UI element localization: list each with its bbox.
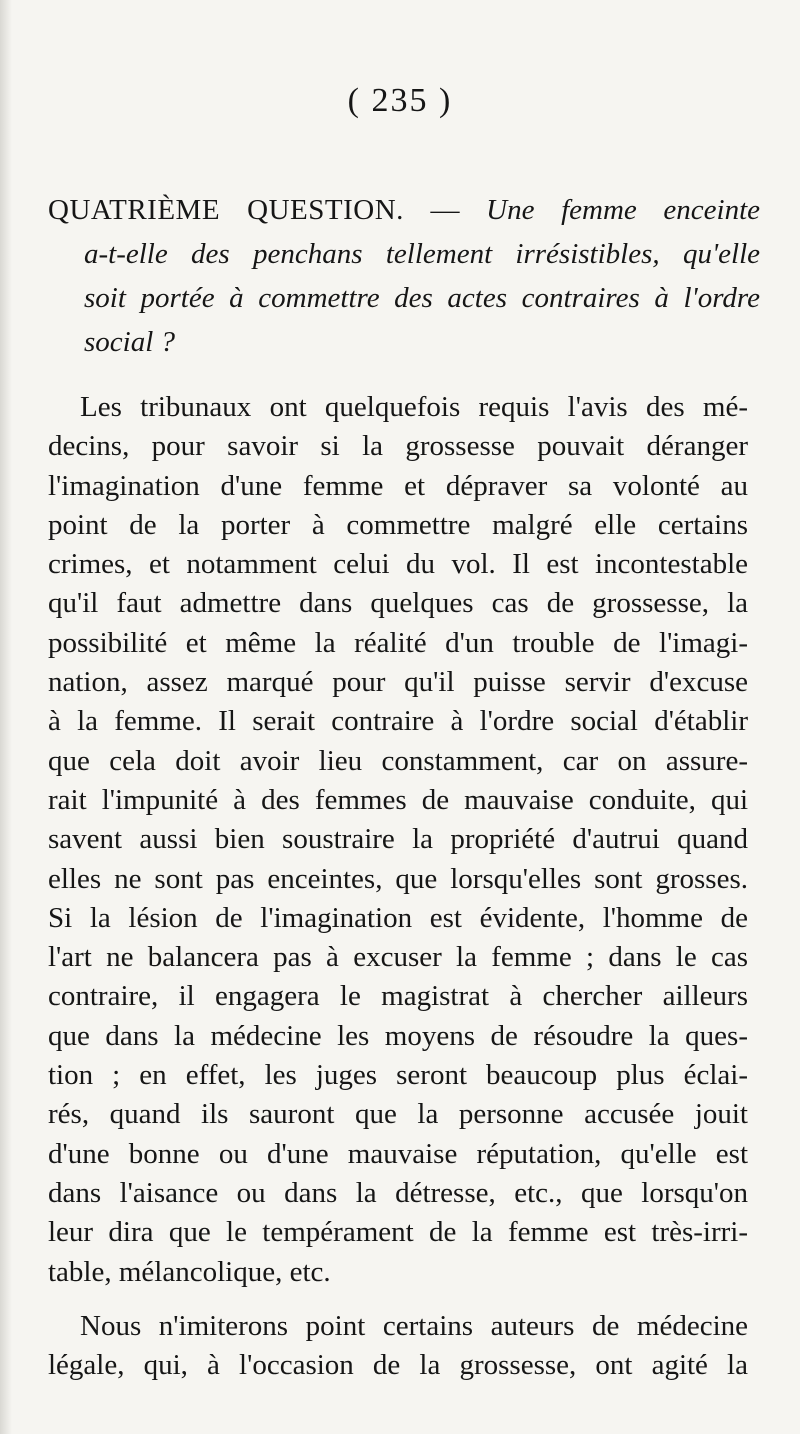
- page-number: ( 235 ): [347, 82, 453, 119]
- text-line: Les tribunaux ont quelquefois requis l'avis des mé-: [80, 391, 748, 423]
- text-line: rait l'impunité à des femmes de mauvaise conduite, qui: [48, 783, 748, 816]
- text-line: leur dira que le tempérament de la femme est très-irri-: [48, 1216, 748, 1249]
- text-line: decins, pour savoir si la grossesse pouvait déranger: [48, 430, 748, 463]
- question-heading: [48, 188, 760, 364]
- text-line: Nous n'imiterons point certains auteurs de médecine: [80, 1310, 748, 1342]
- heading-question-text: Une femme enceinte: [486, 194, 761, 226]
- text-line: tion ; en effet, les juges seront beaucoup plus éclai-: [48, 1059, 748, 1092]
- text-line: que cela doit avoir lieu constamment, car on assure-: [48, 744, 748, 777]
- text-line: l'imagination d'une femme et dépraver sa volonté au: [48, 469, 748, 502]
- text-line: d'une bonne ou d'une mauvaise réputation, qu'elle est: [48, 1137, 748, 1170]
- text-line: qu'il faut admettre dans quelques cas de grossesse, la: [48, 587, 748, 620]
- page-edge-shadow: [0, 0, 12, 1434]
- text-line: que dans la médecine les moyens de résoudre la ques-: [48, 1019, 748, 1052]
- text-line: à la femme. Il serait contraire à l'ordre social d'établir: [48, 705, 748, 738]
- text-line: légale, qui, à l'occasion de la grossesse, ont agité la: [48, 1349, 748, 1382]
- paragraph-2: [48, 1307, 748, 1386]
- text-line: table, mélancolique, etc.: [48, 1255, 331, 1288]
- heading-dash: —: [403, 194, 487, 226]
- text-line: nation, assez marqué pour qu'il puisse servir d'excuse: [48, 666, 748, 699]
- heading-question-text: soit portée à commettre des actes contraires à l'ordre: [84, 282, 760, 314]
- text-line: dans l'aisance ou dans la détresse, etc., que lorsqu'on: [48, 1176, 748, 1209]
- text-line: contraire, il engagera le magistrat à chercher ailleurs: [48, 980, 748, 1013]
- heading-label: QUATRIÈME QUESTION.: [48, 194, 404, 226]
- heading-question-text: social ?: [84, 326, 176, 358]
- text-line: rés, quand ils sauront que la personne accusée jouit: [48, 1098, 748, 1131]
- text-line: point de la porter à commettre malgré elle certains: [48, 508, 748, 541]
- text-line: elles ne sont pas enceintes, que lorsqu'elles sont grosses.: [48, 862, 748, 895]
- text-line: possibilité et même la réalité d'un trouble de l'imagi-: [48, 626, 748, 659]
- text-line: Si la lésion de l'imagination est évidente, l'homme de: [48, 901, 748, 934]
- paragraph-1: [48, 388, 748, 1292]
- text-line: crimes, et notamment celui du vol. Il est incontestable: [48, 548, 748, 581]
- text-line: l'art ne balancera pas à excuser la femme ; dans le cas: [48, 941, 748, 974]
- text-line: savent aussi bien soustraire la propriété d'autrui quand: [48, 823, 748, 856]
- heading-line: [48, 188, 760, 232]
- heading-question-text: a-t-elle des penchans tellement irrésistibles, qu'elle: [84, 238, 760, 270]
